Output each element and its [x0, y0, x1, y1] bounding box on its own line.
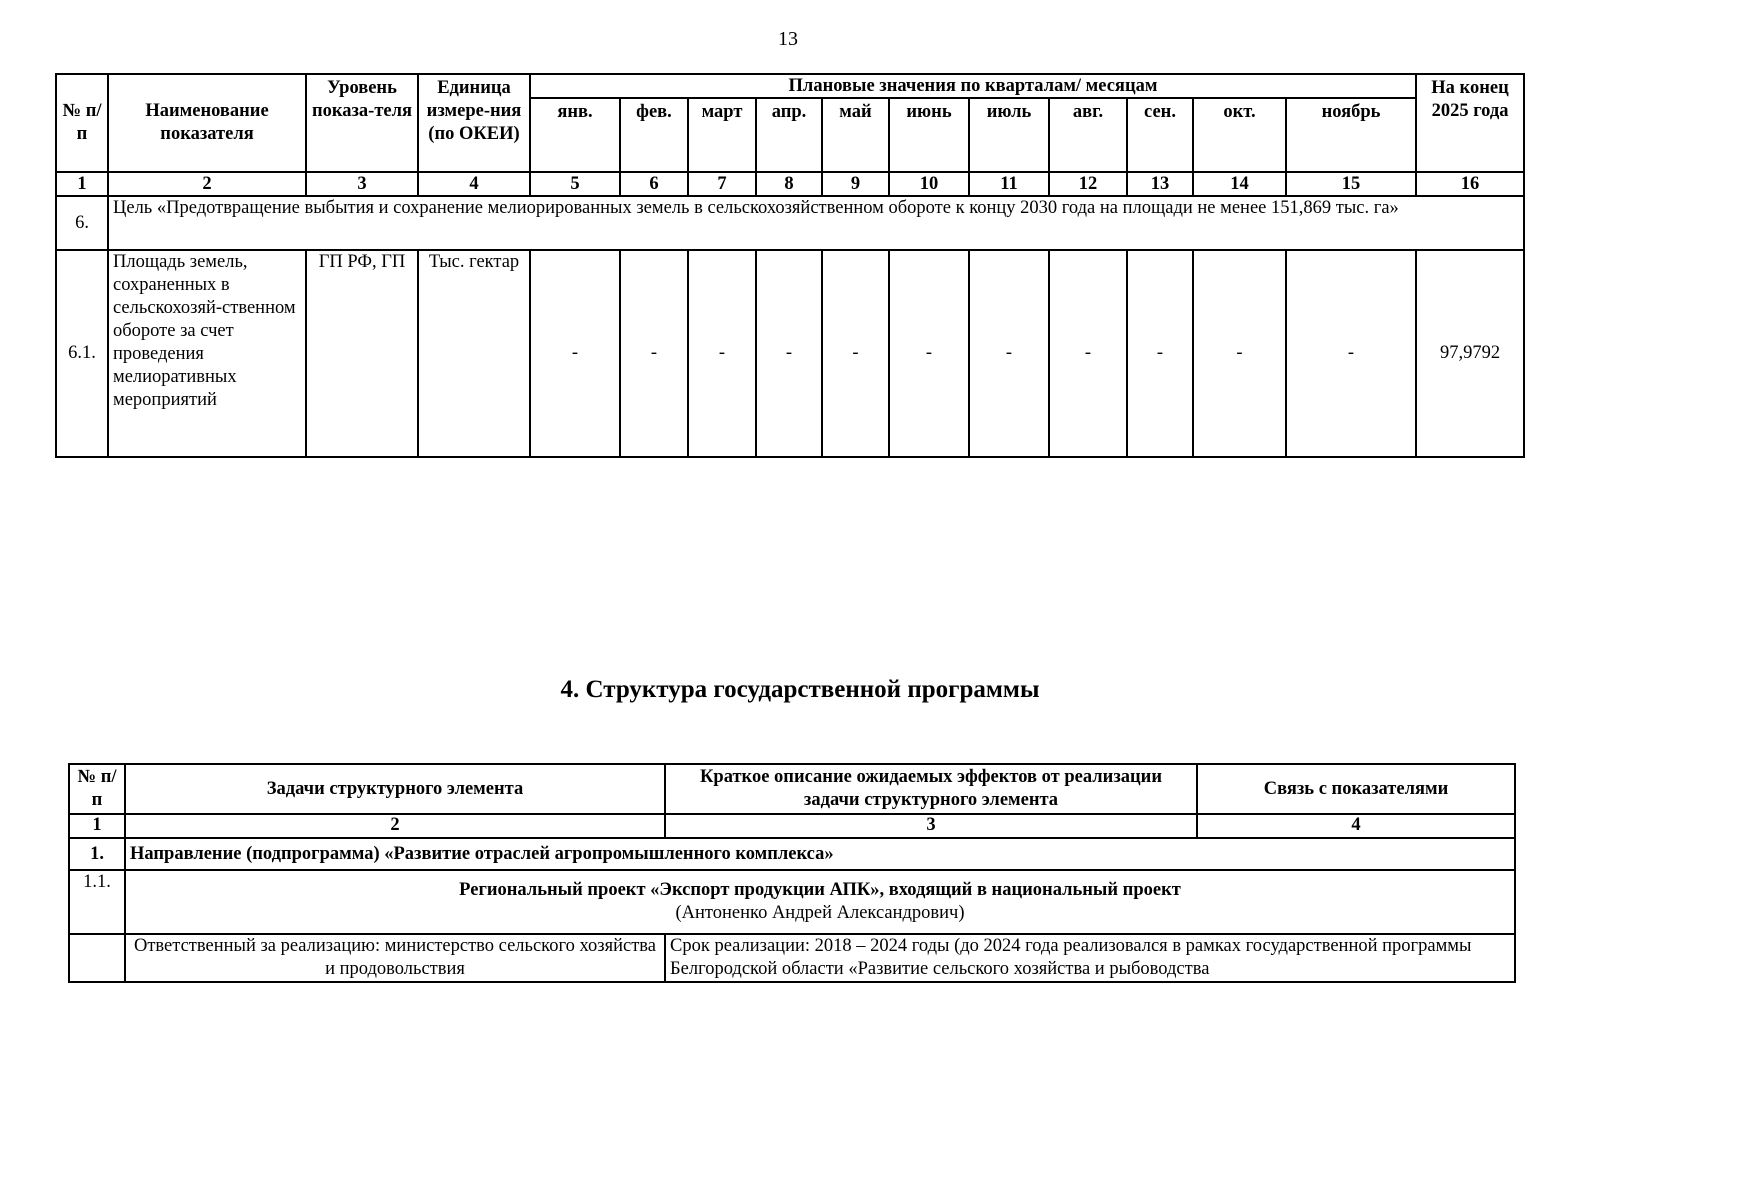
header-level: Уровень показа-теля: [306, 74, 418, 172]
indicator-level: ГП РФ, ГП: [306, 250, 418, 457]
indicator-month-value: -: [620, 250, 688, 457]
indicator-unit: Тыс. гектар: [418, 250, 530, 457]
header-num: № п/п: [56, 74, 108, 172]
column-number: 6: [620, 172, 688, 196]
indicator-month-value: -: [822, 250, 889, 457]
indicator-num: 6.1.: [56, 250, 108, 457]
indicator-end-value: 97,9792: [1416, 250, 1524, 457]
indicator-month-value: -: [1286, 250, 1416, 457]
indicator-month-value: -: [889, 250, 969, 457]
direction-num: 1.: [69, 838, 125, 870]
header-name: Наименование показателя: [108, 74, 306, 172]
column-number: 3: [306, 172, 418, 196]
header-month: март: [688, 98, 756, 172]
indicator-row: [56, 250, 1524, 457]
responsible-text: Ответственный за реализацию: министерство сельского хозяйства и продовольствия: [125, 934, 665, 982]
header-month: авг.: [1049, 98, 1127, 172]
column-number: 15: [1286, 172, 1416, 196]
responsible-num: [69, 934, 125, 982]
indicator-month-value: -: [969, 250, 1049, 457]
header-end: На конец 2025 года: [1416, 74, 1524, 172]
header-month: фев.: [620, 98, 688, 172]
header-link: Связь с показателями: [1197, 764, 1515, 814]
indicator-month-value: -: [1127, 250, 1193, 457]
column-number: 4: [418, 172, 530, 196]
header-month: окт.: [1193, 98, 1286, 172]
structure-table: [68, 763, 1516, 983]
column-number: 2: [125, 814, 665, 838]
column-number: 8: [756, 172, 822, 196]
goal-row: [56, 196, 1524, 250]
page-number: 13: [778, 28, 798, 50]
indicator-month-value: -: [756, 250, 822, 457]
header-month: июнь: [889, 98, 969, 172]
column-number: 16: [1416, 172, 1524, 196]
header-unit: Единица измере-ния (по ОКЕИ): [418, 74, 530, 172]
project-row: [69, 870, 1515, 934]
header-month: апр.: [756, 98, 822, 172]
column-number: 9: [822, 172, 889, 196]
goal-num: 6.: [56, 196, 108, 250]
indicator-month-value: -: [530, 250, 620, 457]
header-num: № п/п: [69, 764, 125, 814]
indicator-month-value: -: [688, 250, 756, 457]
column-number: 3: [665, 814, 1197, 838]
header-month: сен.: [1127, 98, 1193, 172]
column-number: 10: [889, 172, 969, 196]
header-month: янв.: [530, 98, 620, 172]
goal-text: Цель «Предотвращение выбытия и сохранение мелиорированных земель в сельскохозяйственном обороте к концу 2030 года на площади не менее 151,869 тыс. га»: [108, 196, 1524, 250]
column-number: 7: [688, 172, 756, 196]
header-planned: Плановые значения по кварталам/ месяцам: [530, 74, 1416, 98]
indicators-table: [55, 73, 1525, 458]
project-title: Региональный проект «Экспорт продукции АПК», входящий в национальный проект: [459, 880, 1181, 900]
column-number: 2: [108, 172, 306, 196]
direction-text: Направление (подпрограмма) «Развитие отраслей агропромышленного комплекса»: [125, 838, 1515, 870]
column-number: 13: [1127, 172, 1193, 196]
header-month: май: [822, 98, 889, 172]
project-num: 1.1.: [69, 870, 125, 934]
column-number: 12: [1049, 172, 1127, 196]
indicator-month-value: -: [1193, 250, 1286, 457]
header-tasks: Задачи структурного элемента: [125, 764, 665, 814]
section-title: 4. Структура государственной программы: [560, 676, 1040, 703]
column-number: 14: [1193, 172, 1286, 196]
header-month: ноябрь: [1286, 98, 1416, 172]
direction-row: [69, 838, 1515, 870]
header-month: июль: [969, 98, 1049, 172]
indicator-month-value: -: [1049, 250, 1127, 457]
header-effects: Краткое описание ожидаемых эффектов от реализации задачи структурного элемента: [665, 764, 1197, 814]
project-person: (Антоненко Андрей Александрович): [675, 903, 965, 923]
responsible-row: [69, 934, 1515, 982]
column-number: 1: [56, 172, 108, 196]
indicator-name: Площадь земель, сохраненных в сельскохозяй-ственном обороте за счет проведения мелиоративных мероприятий: [108, 250, 306, 457]
column-number: 1: [69, 814, 125, 838]
column-number: 5: [530, 172, 620, 196]
column-number: 4: [1197, 814, 1515, 838]
column-number: 11: [969, 172, 1049, 196]
term-text: Срок реализации: 2018 – 2024 годы (до 2024 года реализовался в рамках государственной программы Белгородской области «Развитие сельского хозяйства и рыбоводства: [665, 934, 1515, 982]
